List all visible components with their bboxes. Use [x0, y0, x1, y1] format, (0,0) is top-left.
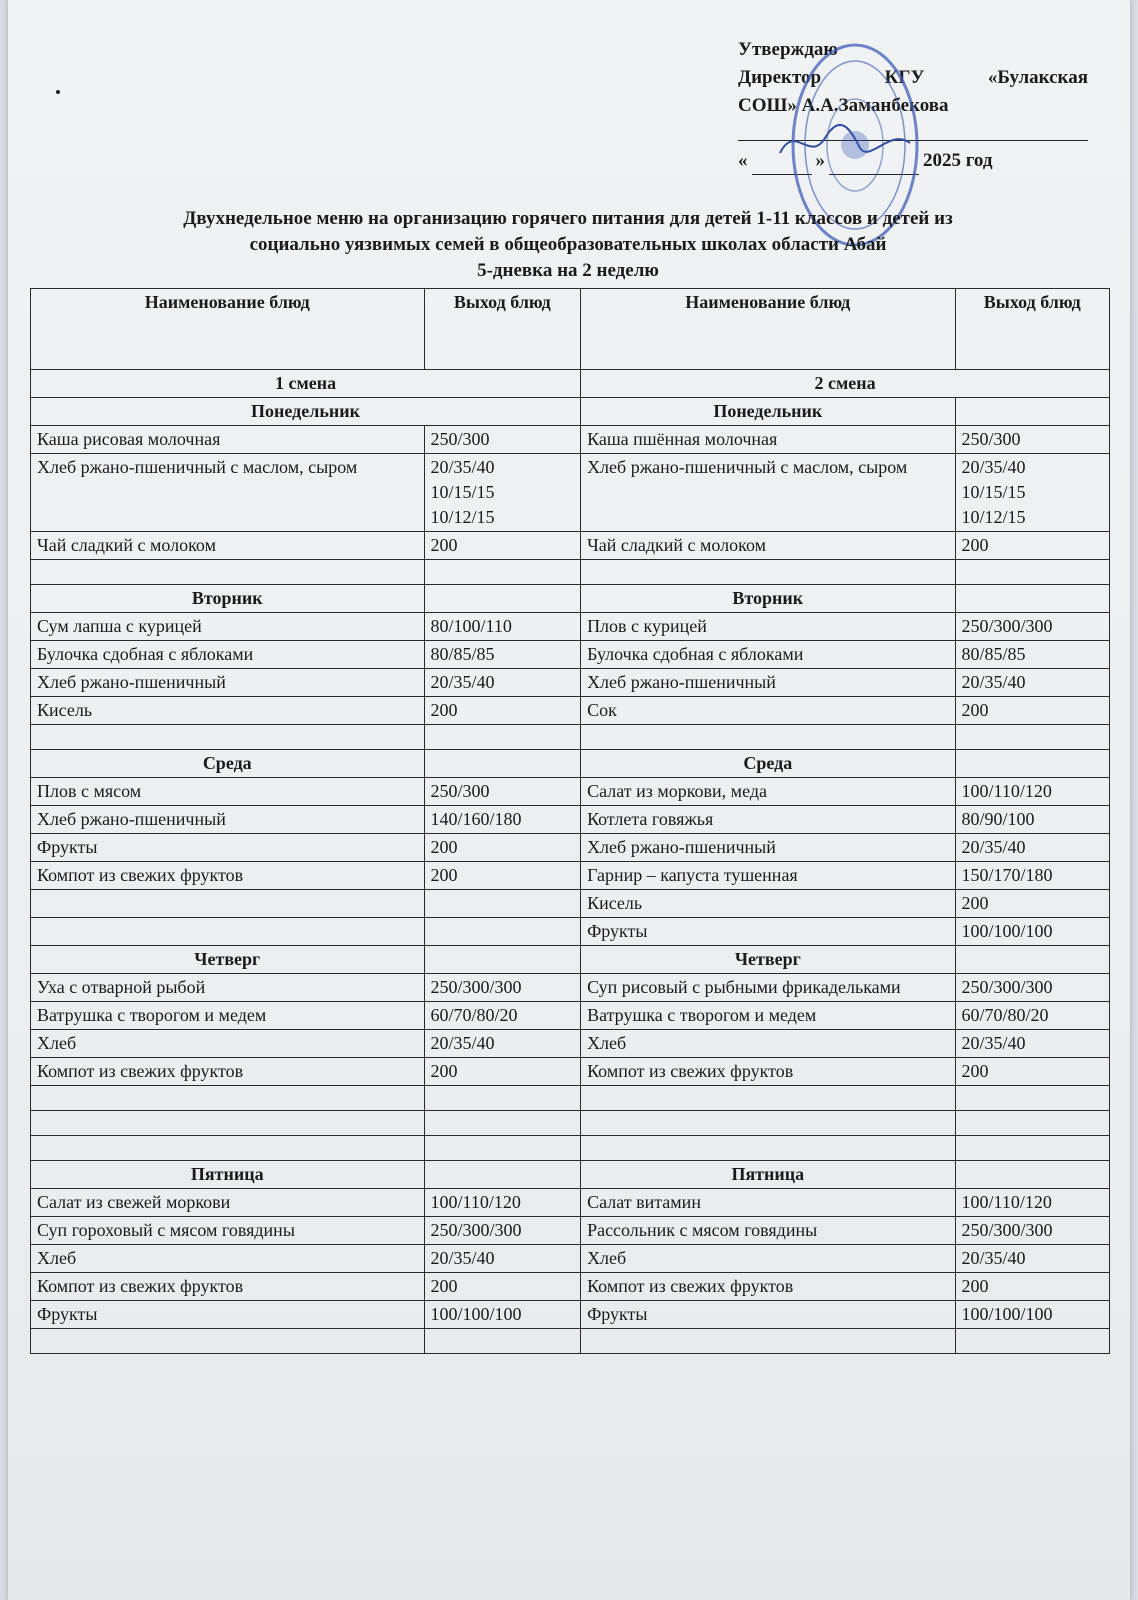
yield-shift-2: 80/90/100	[955, 806, 1109, 834]
empty-cell	[424, 1136, 581, 1161]
yield-shift-2: 20/35/40	[955, 669, 1109, 697]
dish-shift-2: Компот из свежих фруктов	[581, 1058, 955, 1086]
yield-shift-1: 200	[424, 1058, 581, 1086]
yield-shift-2: 250/300/300	[955, 613, 1109, 641]
table-row	[31, 613, 1110, 641]
date-year: 2025 год	[923, 150, 993, 171]
approval-line-3: СОШ» А.А.Заманбекова	[738, 95, 949, 116]
shift-2-label: 2 смена	[581, 370, 1110, 398]
dish-shift-2: Хлеб ржано-пшеничный	[581, 834, 955, 862]
signature-icon	[770, 118, 920, 168]
yield-shift-2: 20/35/40	[955, 1245, 1109, 1273]
dish-shift-2: Салат витамин	[581, 1189, 955, 1217]
empty-cell	[31, 560, 425, 585]
yield-shift-2: 250/300/300	[955, 1217, 1109, 1245]
day-row	[31, 1161, 1110, 1189]
yield-shift-2: 20/35/40 10/15/15 10/12/15	[955, 454, 1109, 532]
dish-shift-1: Чай сладкий с молоком	[31, 532, 425, 560]
dish-shift-1: Хлеб	[31, 1245, 425, 1273]
yield-shift-1: 80/85/85	[424, 641, 581, 669]
empty-cell	[424, 946, 581, 974]
title-line-3: 5-дневка на 2 неделю	[477, 260, 659, 281]
dish-shift-1: Каша рисовая молочная	[31, 426, 425, 454]
day-row	[31, 585, 1110, 613]
day-name-shift-2: Вторник	[581, 585, 955, 613]
day-name-shift-1: Четверг	[31, 946, 425, 974]
empty-cell	[424, 1111, 581, 1136]
empty-cell	[955, 1086, 1109, 1111]
day-name-shift-1: Понедельник	[31, 398, 581, 426]
dish-shift-1: Салат из свежей моркови	[31, 1189, 425, 1217]
yield-shift-1: 250/300/300	[424, 974, 581, 1002]
dish-shift-2: Чай сладкий с молоком	[581, 532, 955, 560]
dish-shift-2: Хлеб	[581, 1030, 955, 1058]
dish-shift-2: Рассольник с мясом говядины	[581, 1217, 955, 1245]
empty-cell	[581, 560, 955, 585]
yield-shift-2: 60/70/80/20	[955, 1002, 1109, 1030]
empty-cell	[955, 1161, 1109, 1189]
approval-line-1: Утверждаю	[738, 39, 838, 60]
header-dish-1: Наименование блюд	[31, 289, 425, 370]
empty-cell	[955, 750, 1109, 778]
empty-cell	[581, 725, 955, 750]
yield-shift-2: 20/35/40	[955, 834, 1109, 862]
dish-shift-1: Кисель	[31, 697, 425, 725]
empty-cell	[424, 1086, 581, 1111]
empty-cell	[31, 1136, 425, 1161]
table-row	[31, 454, 1110, 532]
dish-shift-1: Сум лапша с курицей	[31, 613, 425, 641]
dish-shift-2: Фрукты	[581, 918, 955, 946]
yield-shift-1: 140/160/180	[424, 806, 581, 834]
empty-row	[31, 725, 1110, 750]
dish-shift-2: Ватрушка с творогом и медем	[581, 1002, 955, 1030]
dish-shift-2: Хлеб ржано-пшеничный с маслом, сыром	[581, 454, 955, 532]
dish-shift-2: Фрукты	[581, 1301, 955, 1329]
yield-shift-1: 200	[424, 697, 581, 725]
empty-cell	[31, 725, 425, 750]
empty-cell	[424, 725, 581, 750]
dish-shift-2: Булочка сдобная с яблоками	[581, 641, 955, 669]
document-sheet	[8, 0, 1130, 1600]
header-row	[31, 289, 1110, 370]
title-line-1: Двухнедельное меню на организацию горячего питания для детей 1-11 классов и детей из	[183, 208, 953, 229]
yield-shift-2: 150/170/180	[955, 862, 1109, 890]
empty-cell	[581, 1086, 955, 1111]
dish-shift-1: Хлеб ржано-пшеничный	[31, 806, 425, 834]
dish-shift-2: Сок	[581, 697, 955, 725]
table-row	[31, 1058, 1110, 1086]
menu-table	[30, 288, 1110, 1354]
empty-cell	[955, 560, 1109, 585]
empty-cell	[424, 560, 581, 585]
dish-shift-1	[31, 890, 425, 918]
day-row	[31, 750, 1110, 778]
empty-cell	[955, 398, 1109, 426]
yield-shift-2: 200	[955, 697, 1109, 725]
empty-cell	[424, 750, 581, 778]
yield-shift-1: 20/35/40 10/15/15 10/12/15	[424, 454, 581, 532]
date-close-quote: »	[815, 150, 825, 171]
table-row	[31, 1301, 1110, 1329]
dish-shift-1: Хлеб	[31, 1030, 425, 1058]
yield-shift-2: 100/110/120	[955, 1189, 1109, 1217]
document-title	[48, 206, 1088, 284]
table-row	[31, 862, 1110, 890]
approval-school: «Булакская	[987, 67, 1088, 88]
dish-shift-2: Гарнир – капуста тушенная	[581, 862, 955, 890]
dish-shift-2: Котлета говяжья	[581, 806, 955, 834]
yield-shift-1: 200	[424, 1273, 581, 1301]
day-name-shift-2: Четверг	[581, 946, 955, 974]
header-dish-2: Наименование блюд	[581, 289, 955, 370]
yield-shift-1: 100/110/120	[424, 1189, 581, 1217]
approval-director: Директор	[738, 67, 822, 88]
dish-shift-2: Плов с курицей	[581, 613, 955, 641]
day-name-shift-2: Понедельник	[581, 398, 955, 426]
paper-mark	[56, 90, 60, 94]
table-row	[31, 918, 1110, 946]
dish-shift-2: Компот из свежих фруктов	[581, 1273, 955, 1301]
yield-shift-2: 250/300/300	[955, 974, 1109, 1002]
yield-shift-2: 200	[955, 1273, 1109, 1301]
yield-shift-1: 250/300	[424, 426, 581, 454]
header-yield-2: Выход блюд	[955, 289, 1109, 370]
yield-shift-1: 20/35/40	[424, 669, 581, 697]
approval-line-2	[738, 64, 1088, 92]
dish-shift-1: Суп гороховый с мясом говядины	[31, 1217, 425, 1245]
table-row	[31, 890, 1110, 918]
yield-shift-1	[424, 890, 581, 918]
header-yield-1: Выход блюд	[424, 289, 581, 370]
empty-cell	[955, 1111, 1109, 1136]
dish-shift-1: Ватрушка с творогом и медем	[31, 1002, 425, 1030]
dish-shift-1: Плов с мясом	[31, 778, 425, 806]
empty-cell	[955, 1136, 1109, 1161]
table-row	[31, 1030, 1110, 1058]
day-row	[31, 398, 1110, 426]
yield-shift-1: 80/100/110	[424, 613, 581, 641]
day-name-shift-2: Среда	[581, 750, 955, 778]
day-name-shift-1: Среда	[31, 750, 425, 778]
yield-shift-2: 200	[955, 1058, 1109, 1086]
table-row	[31, 1273, 1110, 1301]
yield-shift-2: 200	[955, 532, 1109, 560]
empty-cell	[955, 1329, 1109, 1354]
dish-shift-1: Фрукты	[31, 1301, 425, 1329]
yield-shift-1: 200	[424, 862, 581, 890]
empty-cell	[31, 1329, 425, 1354]
empty-cell	[955, 946, 1109, 974]
yield-shift-1: 100/100/100	[424, 1301, 581, 1329]
table-row	[31, 1217, 1110, 1245]
yield-shift-2: 100/100/100	[955, 1301, 1109, 1329]
yield-shift-2: 100/100/100	[955, 918, 1109, 946]
dish-shift-2: Суп рисовый с рыбными фрикадельками	[581, 974, 955, 1002]
dish-shift-1: Компот из свежих фруктов	[31, 1058, 425, 1086]
dish-shift-2: Хлеб	[581, 1245, 955, 1273]
table-row	[31, 669, 1110, 697]
dish-shift-1: Булочка сдобная с яблоками	[31, 641, 425, 669]
empty-cell	[31, 1086, 425, 1111]
empty-cell	[581, 1111, 955, 1136]
dish-shift-1: Уха с отварной рыбой	[31, 974, 425, 1002]
dish-shift-1: Хлеб ржано-пшеничный	[31, 669, 425, 697]
dish-shift-1	[31, 918, 425, 946]
menu-body	[31, 398, 1110, 1354]
empty-cell	[424, 1329, 581, 1354]
empty-cell	[955, 725, 1109, 750]
table-row	[31, 1189, 1110, 1217]
yield-shift-1	[424, 918, 581, 946]
yield-shift-1: 250/300	[424, 778, 581, 806]
yield-shift-2: 250/300	[955, 426, 1109, 454]
dish-shift-2: Салат из моркови, меда	[581, 778, 955, 806]
table-row	[31, 697, 1110, 725]
yield-shift-2: 200	[955, 890, 1109, 918]
dish-shift-2: Хлеб ржано-пшеничный	[581, 669, 955, 697]
shift-1-label: 1 смена	[31, 370, 581, 398]
empty-cell	[31, 1111, 425, 1136]
day-row	[31, 946, 1110, 974]
table-row	[31, 834, 1110, 862]
empty-row	[31, 1086, 1110, 1111]
yield-shift-2: 80/85/85	[955, 641, 1109, 669]
empty-row	[31, 1136, 1110, 1161]
empty-cell	[424, 1161, 581, 1189]
yield-shift-1: 250/300/300	[424, 1217, 581, 1245]
dish-shift-1: Компот из свежих фруктов	[31, 1273, 425, 1301]
empty-cell	[581, 1329, 955, 1354]
dish-shift-2: Каша пшённая молочная	[581, 426, 955, 454]
empty-row	[31, 1329, 1110, 1354]
table-row	[31, 1002, 1110, 1030]
empty-cell	[581, 1136, 955, 1161]
empty-row	[31, 560, 1110, 585]
dish-shift-1: Компот из свежих фруктов	[31, 862, 425, 890]
table-row	[31, 532, 1110, 560]
yield-shift-1: 200	[424, 834, 581, 862]
empty-cell	[955, 585, 1109, 613]
table-row	[31, 426, 1110, 454]
yield-shift-1: 200	[424, 532, 581, 560]
empty-row	[31, 1111, 1110, 1136]
table-row	[31, 806, 1110, 834]
day-name-shift-1: Вторник	[31, 585, 425, 613]
table-row	[31, 1245, 1110, 1273]
date-open-quote: «	[738, 150, 748, 171]
title-line-2: социально уязвимых семей в общеобразовательных школах области Абай	[249, 234, 887, 255]
shift-row	[31, 370, 1110, 398]
yield-shift-1: 20/35/40	[424, 1030, 581, 1058]
table-row	[31, 778, 1110, 806]
table-row	[31, 974, 1110, 1002]
empty-cell	[424, 585, 581, 613]
dish-shift-1: Хлеб ржано-пшеничный с маслом, сыром	[31, 454, 425, 532]
yield-shift-1: 60/70/80/20	[424, 1002, 581, 1030]
yield-shift-1: 20/35/40	[424, 1245, 581, 1273]
dish-shift-1: Фрукты	[31, 834, 425, 862]
day-name-shift-2: Пятница	[581, 1161, 955, 1189]
dish-shift-2: Кисель	[581, 890, 955, 918]
yield-shift-2: 20/35/40	[955, 1030, 1109, 1058]
approval-kgu: КГУ	[884, 67, 925, 88]
yield-shift-2: 100/110/120	[955, 778, 1109, 806]
day-name-shift-1: Пятница	[31, 1161, 425, 1189]
table-row	[31, 641, 1110, 669]
